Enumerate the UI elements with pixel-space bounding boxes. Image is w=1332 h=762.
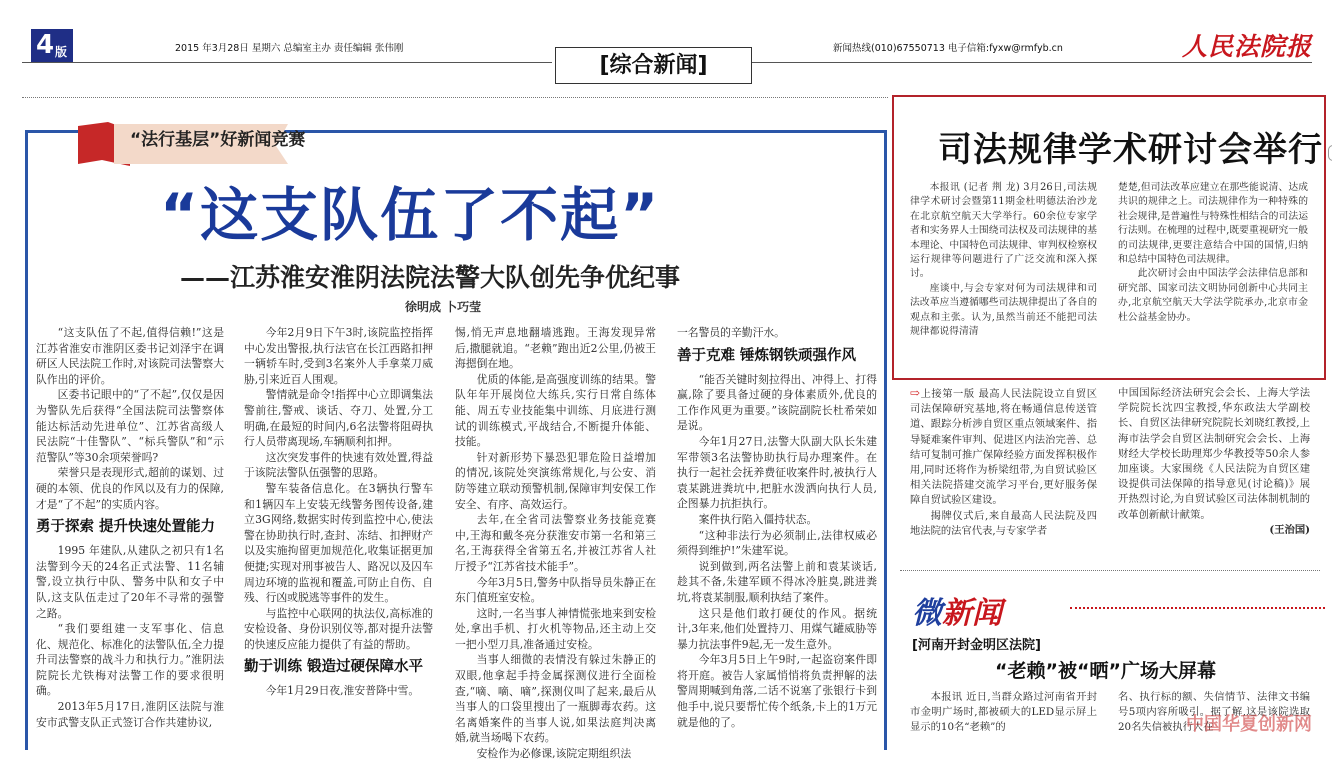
subsection-heading: 善于克难 锤炼钢铁顽强作风 bbox=[677, 347, 857, 364]
masthead-rule-left bbox=[22, 62, 552, 63]
section-title: [综合新闻] bbox=[555, 47, 752, 84]
paragraph: 警车装备信息化。在3辆执行警车和1辆囚车上安装无线警务图传设备,建立3G网络,数据实时传到监控中心,使法警在协助执行时,查封、冻结、扣押财产以及实施拘留更加规范化,收集证据更加便捷;实现对刑事被告人、路况以及囚车周边环境的监视和覆盖,可防止自伤、自残、行凶或脱逃等事件的发生。 bbox=[244, 481, 433, 605]
paragraph: “这支队伍了不起,值得信赖!”这是江苏省淮安市淮阴区委书记刘泽宇在调研区人民法院工作时,对该院司法警察大队作出的评价。 bbox=[36, 326, 224, 386]
micro-logo-news: 新闻 bbox=[942, 596, 1002, 631]
micro-news-dotted-line bbox=[1070, 607, 1325, 609]
masthead-rule-right bbox=[752, 62, 1312, 63]
sidebar-paragraph: 本报讯 (记者 荆 龙) 3月26日,司法规律学术研讨会暨第11期金杜明德法治沙龙在北京航空航天大学举行。60余位专家学者和实务界人士围绕司法权及司法规律的基本理论、中国特色司法规律、审判权检察权运行规律等问题进行了广泛交流和深入探讨。 bbox=[910, 182, 1097, 280]
paragraph: 荣誉只是表现形式,超前的谋划、过硬的本领、优良的作风以及有力的保障,才是“了不起”的实质内容。 bbox=[36, 466, 224, 511]
paragraph: 说到做到,两名法警上前和袁某谈话,趁其不备,朱建军顾不得冰冷脏臭,跳进粪坑,将袁某制服,顺利执结了案件。 bbox=[677, 559, 877, 604]
continued-text-col2: 中国国际经济法研究会会长、上海大学法学院院长沈四宝教授,华东政法大学副校长、自贸区法律研究院院长刘晓红教授,上海市法学会自贸区法制研究会会长、上海财经大学校长助理郑少华教授等50余人参加座谈。大家围绕《人民法院为自贸区建设提供司法保障的指导意见(讨论稿)》展开热烈讨论,为自贸试验区司法体制机制的改革创新献计献策。 bbox=[1118, 387, 1310, 521]
masthead-dotted-rule bbox=[22, 97, 888, 98]
byline: 徐明成 卜巧莹 bbox=[405, 300, 482, 314]
paragraph: 惕,悄无声息地翻墙逃跑。王海发现异常后,撒腿就追。“老赖”跑出近2公里,仍被王海摁倒在地。 bbox=[455, 326, 656, 371]
paragraph: 1995 年建队,从建队之初只有1名法警到今天的24名正式法警、11名辅警,设立执行中队、警务中队和女子中队,这支队伍走过了20年不寻常的强警之路。 bbox=[36, 544, 224, 620]
sidebar-column-2 bbox=[1118, 181, 1308, 325]
micro-text: 本报讯 近日,当群众路过河南省开封市金明广场时,都被硕大的LED显示屏上显示的10名“老赖”的 bbox=[910, 691, 1097, 733]
page-number-badge bbox=[31, 29, 73, 62]
date-line: 2015 年3月28日 星期六 总编室主办 责任编辑 张伟刚 bbox=[175, 43, 404, 54]
site-watermark: 中国华夏创新网 bbox=[1186, 714, 1312, 735]
subsection-heading: 勤于训练 锻造过硬保障水平 bbox=[244, 659, 424, 676]
continued-text-2: 揭牌仪式后,来自最高人民法院及四地法院的法官代表,与专家学者 bbox=[910, 509, 1097, 537]
micro-text-2: 名、执行标的额、失信情节、法律文书编号5项内容所吸引。据了解,这是该院选取20名失信被执行人在 bbox=[1118, 691, 1310, 733]
sidebar-paragraph: 楚楚,但司法改革应建立在那些能说清、达成共识的规律之上。司法规律作为一种特殊的社会规律,是普遍性与特殊性相结合的司法运行法则。在梳理的过程中,既要重视研究一般的司法规律,更要注意结合中国的国情,归纳和总结中国特色司法规律。 bbox=[1118, 182, 1308, 266]
paragraph: 今年3月5日上午9时,一起盗窃案件即将开庭。被告人家属悄悄将负责押解的法警周期喊到角落,二话不说塞了张银行卡到他手中,说只要帮忙传个纸条,卡上的1万元就是他的了。 bbox=[677, 653, 877, 729]
micro-logo-wei: 微 bbox=[912, 596, 942, 631]
continued-author: (王治国) bbox=[1269, 523, 1310, 536]
paragraph: 针对新形势下暴恐犯罪危险日益增加的情况,该院处突演练常规化,与公安、消防等建立联动预警机制,保障审判安保工作安全、有序、高效运行。 bbox=[455, 450, 656, 511]
sidebar-title: 司法规律学术研讨会举行 bbox=[938, 130, 1323, 170]
paper-logo: 人民法院报 bbox=[1182, 32, 1313, 61]
paragraph: 今年1月29日夜,淮安普降中雪。 bbox=[265, 684, 420, 698]
subsection-heading: 勇于探索 提升快速处置能力 bbox=[36, 519, 216, 536]
sidebar-paragraph: 此次研讨会由中国法学会法律信息部和研究部、国家司法文明协同创新中心共同主办,北京航空航天大学法学院承办,北京市金杜公益基金协办。 bbox=[1118, 268, 1308, 323]
paragraph: 这时,一名当事人神情慌张地来到安检处,拿出手机、打火机等物品,还主动上交一把小型刀具,准备通过安检。 bbox=[455, 606, 656, 651]
continue-arrow-icon: ⇨ bbox=[910, 386, 921, 400]
paragraph: 今年2月9日下午3时,该院监控指挥中心发出警报,执行法官在长江西路扣押一辆轿车时,受到3名案外人手拿菜刀威胁,引来近百人围观。 bbox=[244, 326, 433, 386]
page-suffix: 版 bbox=[55, 45, 68, 59]
page-number: 4 bbox=[36, 30, 55, 60]
sidebar-column-1 bbox=[910, 181, 1097, 339]
hotline: 新闻热线(010)67550713 电子信箱:fyxw@rmfyb.cn bbox=[833, 43, 1063, 54]
paragraph: 今年1月27日,法警大队副大队长朱建军带领3名法警协助执行局办理案件。在执行一起社会抚养费征收案件时,被执行人袁某跳进粪坑中,把脏水泼洒向执行人员,企图暴力抗拒执行。 bbox=[677, 434, 877, 511]
paragraph: 与监控中心联网的执法仪,高标准的安检设备、身份识别仪等,都对提升法警的快速反应能力提供了有益的帮助。 bbox=[244, 606, 433, 651]
paragraph: 当事人细微的表情没有躲过朱静正的双眼,他拿起手持金属探测仪进行全面检查,“嘀、嘀、嘀”,探测仪叫了起来,最后从当事人的口袋里搜出了一瓶脚毒农药。这名离婚案件的当事人说,如果法庭判决离婚,就当场喝下农药。 bbox=[455, 653, 656, 745]
paragraph: 区委书记眼中的“了不起”,仅仅是因为警队先后获得“全国法院司法警察体能达标活动先进单位”、江苏省高级人民法院“十佳警队”、“标兵警队”和“示范警队”等30余项荣誉吗? bbox=[36, 388, 224, 464]
main-headline: “这支队伍了不起” bbox=[160, 181, 661, 249]
paragraph: 去年,在全省司法警察业务技能竞赛中,王海和戴冬亮分获淮安市第一名和第三名,王海获得全省第五名,并被江苏省人社厅授予“江苏省技术能手”。 bbox=[455, 513, 656, 573]
ribbon-label: “法行基层”好新闻竞赛 bbox=[130, 130, 306, 150]
main-column-4 bbox=[677, 325, 877, 730]
paragraph: 案件执行陷入僵持状态。 bbox=[698, 512, 818, 526]
edge-scroll-handle[interactable] bbox=[1328, 145, 1332, 161]
paragraph: 一名警员的辛勤汗水。 bbox=[677, 326, 785, 339]
continued-column-1 bbox=[910, 386, 1097, 539]
micro-news-logo bbox=[912, 588, 1002, 632]
main-column-1 bbox=[36, 325, 224, 730]
paragraph: 今年3月5日,警务中队指导员朱静正在东门值班室安检。 bbox=[455, 575, 656, 605]
sidebar-paragraph: 座谈中,与会专家对何为司法规律和司法改革应当遵循哪些司法规律提出了各自的观点和主张。认为,虽然当前还不能把司法规律都说得清清 bbox=[910, 282, 1097, 338]
paragraph: 2013年5月17日,淮阴区法院与淮安市武警支队正式签订合作共建协议, bbox=[36, 700, 224, 729]
section-divider bbox=[900, 570, 1320, 571]
paragraph: 安检作为必修课,该院定期组织法 bbox=[476, 747, 632, 761]
paragraph: 这只是他们敢打硬仗的作风。据统计,3年来,他们处置持刀、用煤气罐威胁等暴力抗法事件9起,无一发生意外。 bbox=[677, 606, 877, 651]
paragraph: “我们要组建一支军事化、信息化、规范化、标准化的法警队伍,全力提升司法警察的战斗力和执行力。”淮阴法院院长尤铁梅对法警工作的要求很明确。 bbox=[36, 622, 224, 698]
micro-column-1 bbox=[910, 690, 1097, 735]
continued-text: 上接第一版 最高人民法院设立自贸区司法保障研究基地,将在畅通信息传送管道、跟踪分析涉自贸区重点领域案件、指导疑难案件审判、促进区内法治完善、总结可复制可推广保障经验方面发挥积极作用,同时还将作为桥梁纽带,为自贸试验区相关法院搭建交流学习平台,更好服务保障自贸试验区建设。 bbox=[910, 388, 1097, 507]
paragraph: 优质的体能,是高强度训练的结果。警队年年开展岗位大练兵,实行日常自练体能、周五专业技能集中训练、月底进行测试的训练模式,平战结合,不断提升体能、技能。 bbox=[455, 372, 656, 449]
paragraph: 这次突发事件的快速有效处置,得益于该院法警队伍强警的思路。 bbox=[244, 450, 433, 480]
micro-headline: “老赖”被“晒”广场大屏幕 bbox=[995, 660, 1216, 682]
micro-court-label: [河南开封金明区法院] bbox=[912, 638, 1041, 653]
continued-column-2 bbox=[1118, 386, 1310, 538]
main-subheadline: ——江苏淮安淮阴法院法警大队创先争优纪事 bbox=[180, 263, 681, 292]
paragraph: 警情就是命令!指挥中心立即调集法警前往,警戒、谈话、夺刀、处置,分工明确,在最短的时间内,6名法警将阻碍执行人员带离现场,车辆顺利扣押。 bbox=[244, 388, 433, 449]
main-column-2 bbox=[244, 325, 433, 699]
main-column-3 bbox=[455, 325, 656, 762]
paragraph: “能否关键时刻拉得出、冲得上、打得赢,除了要具备过硬的身体素质外,优良的工作作风更为重要。”该院副院长杜希荣如是说。 bbox=[677, 372, 877, 433]
paragraph: “这种非法行为必须制止,法律权威必须得到维护!”朱建军说。 bbox=[677, 528, 877, 558]
